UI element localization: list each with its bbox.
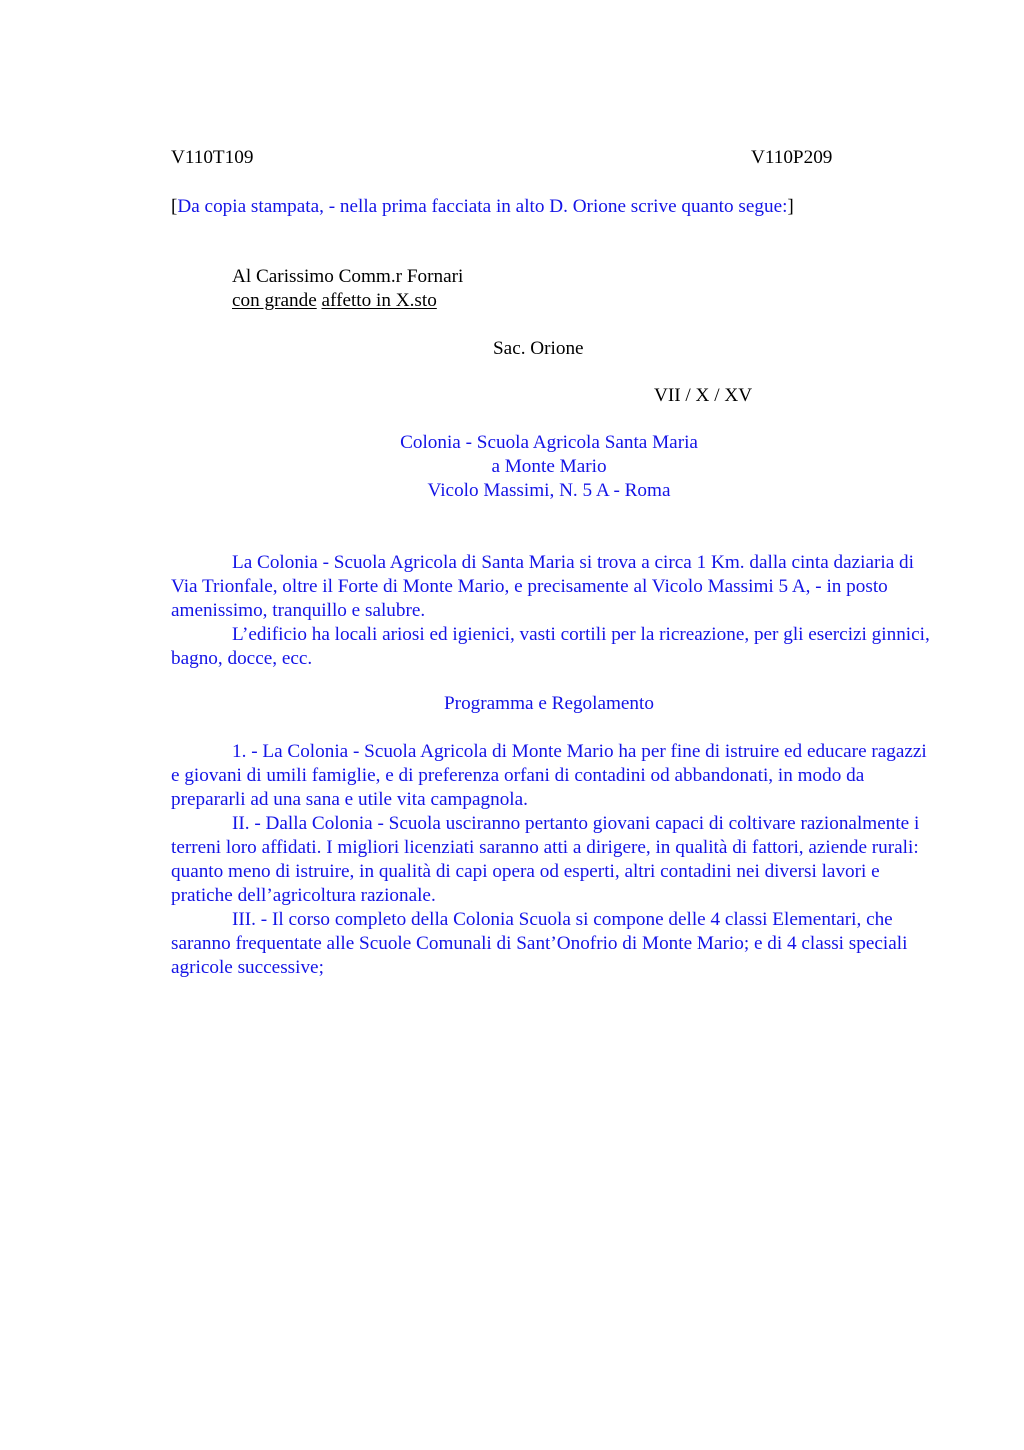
document-reference-left: V110T109 [171,147,254,168]
date: VII / X / XV [654,385,753,406]
section-title: Programma e Regolamento [444,693,654,714]
dedication-line-1: Al Carissimo Comm.r Fornari [232,266,464,287]
dedication-underlined-2: affetto in X.sto [321,290,437,311]
handwritten-dedication [232,265,463,313]
note-open-bracket: [ [171,196,178,217]
intro-text [171,551,931,671]
intro-paragraph: La Colonia - Scuola Agricola di Santa Maria si trova a circa 1 Km. dalla cinta daziaria di Via Trionfale, oltre il Forte di Monte Mario, e precisamente al Vicolo Massimi 5 A, - in posto amenissimo, tranquillo e salubre. [171,552,914,621]
header-line-1: Colonia - Scuola Agricola Santa Maria [400,432,698,453]
dedication-line-2 [232,289,463,313]
institution-header [300,431,798,503]
editorial-note [171,195,794,219]
header-line-3: Vicolo Massimi, N. 5 A - Roma [427,480,671,501]
note-close-bracket: ] [787,196,794,217]
note-text: Da copia stampata, - nella prima facciata in alto D. Orione scrive quanto segue: [177,196,788,217]
rule-paragraph: III. - Il corso completo della Colonia Scuola si compone delle 4 classi Elementari, che saranno frequentate alle Scuole Comunali di Sant’Onofrio di Monte Mario; e di 4 classi speciali agricole successive; [171,909,908,978]
document-reference-right: V110P209 [751,147,833,168]
rules-text [171,740,931,980]
rule-paragraph: 1. - La Colonia - Scuola Agricola di Monte Mario ha per fine di istruire ed educare ragazzi e giovani di umili famiglie, e di preferenza orfani di contadini od abbandonati, in modo da prepararli ad una sana e utile vita campagnola. [171,741,927,810]
header-line-2: a Monte Mario [491,456,607,477]
signature: Sac. Orione [493,338,584,359]
intro-paragraph: L’edificio ha locali ariosi ed igienici, vasti cortili per la ricreazione, per gli esercizi ginnici, bagno, docce, ecc. [171,624,930,669]
dedication-underlined-1: con grande [232,290,317,311]
rule-paragraph: II. - Dalla Colonia - Scuola usciranno pertanto giovani capaci di coltivare razionalmente i terreni loro affidati. I migliori licenziati saranno atti a dirigere, in qualità di fattori, aziende rurali: quanto meno di istruire, in qualità di capi opera od esperti, altri contadini nei diversi lavori e pratiche dell’agricoltura razionale. [171,813,920,906]
